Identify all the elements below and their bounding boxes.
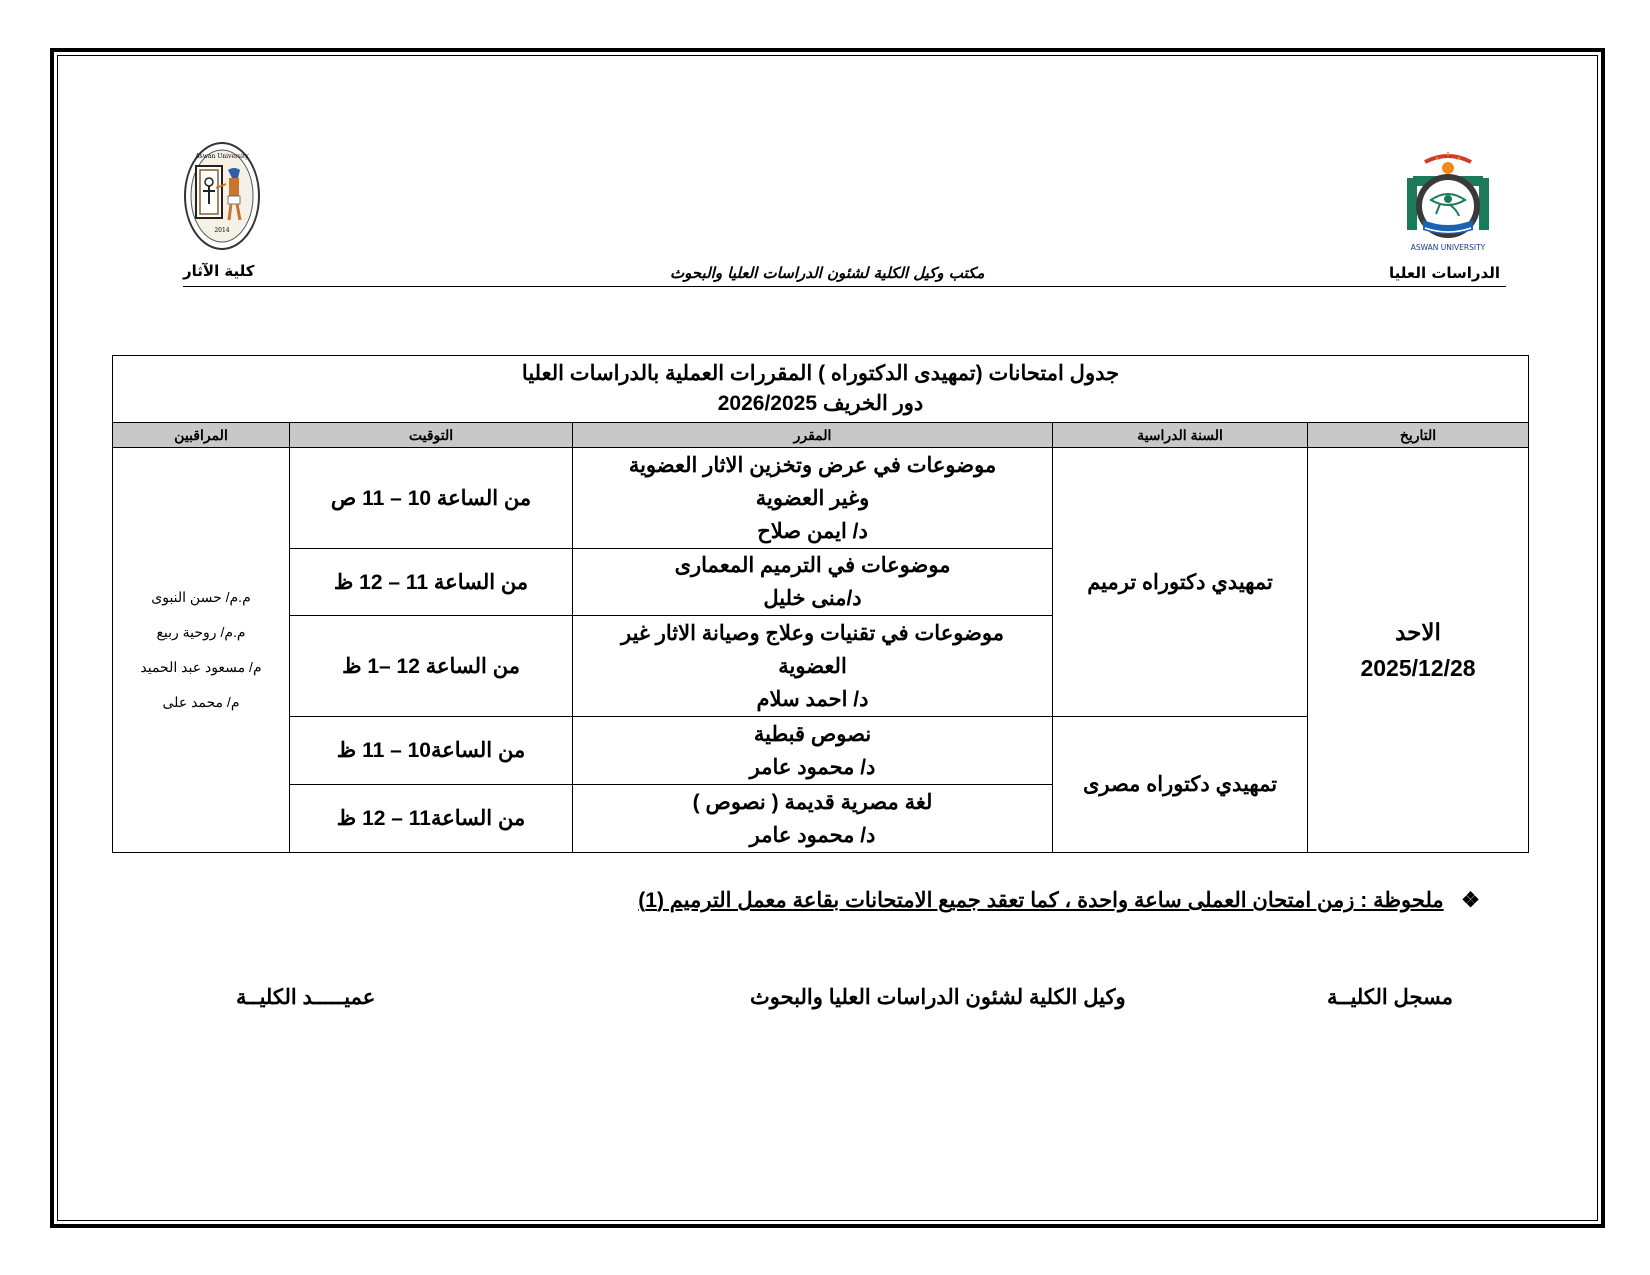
proctor-name: م/ محمد على <box>162 694 240 710</box>
proctor-name: م.م/ روحية ربيع <box>156 624 246 640</box>
header-date: التاريخ <box>1308 423 1529 448</box>
department-label: الدراسات العليا <box>1388 264 1500 282</box>
faculty-seal-logo <box>182 140 262 252</box>
time-cell: من الساعة 11 – 12 ظ <box>290 549 573 616</box>
course-cell <box>573 717 1053 785</box>
header-proctors: المراقبين <box>113 423 290 448</box>
exam-note <box>638 888 1480 913</box>
table-title-line1: جدول امتحانات (تمهيدى الدكتوراه ) المقررات العملية بالدراسات العليا <box>521 362 1120 385</box>
logo-bottom-text: ASWAN UNIVERSITY <box>1410 243 1486 252</box>
header-year: السنة الدراسية <box>1053 423 1308 448</box>
signature-vice-dean: وكيل الكلية لشئون الدراسات العليا والبحوث <box>750 986 1126 1009</box>
course-name: موضوعات في عرض وتخزين الاثار العضوية <box>628 453 997 477</box>
office-label: مكتب وكيل الكلية لشئون الدراسات العليا والبحوث <box>670 264 985 282</box>
instructor-name: د/ محمود عامر <box>749 823 876 847</box>
faculty-label: كلية الآثار <box>183 262 255 280</box>
header-time: التوقيت <box>290 423 573 448</box>
group-restoration: تمهيدي دكتوراه ترميم <box>1053 448 1308 717</box>
exam-schedule-table <box>112 355 1529 853</box>
course-name-cont: وغير العضوية <box>755 486 870 510</box>
course-name-cont: العضوية <box>778 654 847 678</box>
exam-date: 2025/12/28 <box>1360 655 1476 681</box>
course-name: موضوعات في تقنيات وعلاج وصيانة الاثار غير <box>621 621 1005 645</box>
course-name: نصوص قبطية <box>753 722 872 746</box>
course-cell <box>573 549 1053 616</box>
instructor-name: د/ احمد سلام <box>756 687 869 711</box>
day-name: الاحد <box>1395 619 1441 645</box>
table-title <box>113 356 1529 423</box>
instructor-name: د/منى خليل <box>763 587 862 610</box>
course-cell <box>573 448 1053 549</box>
proctors-cell <box>113 448 290 853</box>
time-cell: من الساعة 10 – 11 ص <box>290 448 573 549</box>
course-cell <box>573 616 1053 717</box>
seal-top-text: Aswan University <box>195 153 249 160</box>
proctor-name: م.م/ حسن النبوى <box>151 589 251 605</box>
time-cell: من الساعة11 – 12 ظ <box>290 785 573 853</box>
proctor-name: م/ مسعود عبد الحميد <box>140 659 262 675</box>
header-rule <box>183 286 1506 287</box>
instructor-name: د/ ايمن صلاح <box>757 519 868 543</box>
course-name: لغة مصرية قديمة ( نصوص ) <box>692 790 933 814</box>
note-bullet-icon: ❖ <box>1461 889 1480 912</box>
date-cell <box>1308 448 1529 853</box>
course-name: موضوعات في الترميم المعمارى <box>674 554 951 577</box>
time-cell: من الساعة 12 –1 ظ <box>290 616 573 717</box>
note-text: ملحوظة : زمن امتحان العملى ساعة واحدة ، كما تعقد جميع الامتحانات بقاعة معمل الترميم (1) <box>638 889 1444 912</box>
table-row <box>113 448 1529 549</box>
signature-dean: عميـــــد الكليــة <box>236 986 376 1009</box>
group-egyptian: تمهيدي دكتوراه مصرى <box>1053 717 1308 853</box>
aswan-university-logo <box>1395 148 1501 258</box>
header-course: المقرر <box>573 423 1053 448</box>
instructor-name: د/ محمود عامر <box>749 755 876 779</box>
signature-registrar: مسجل الكليــة <box>1327 986 1453 1009</box>
table-header-row <box>113 423 1529 448</box>
table-title-line2: دور الخريف 2026/2025 <box>717 392 924 415</box>
time-cell: من الساعة10 – 11 ظ <box>290 717 573 785</box>
course-cell <box>573 785 1053 853</box>
seal-year: 2014 <box>214 227 230 234</box>
